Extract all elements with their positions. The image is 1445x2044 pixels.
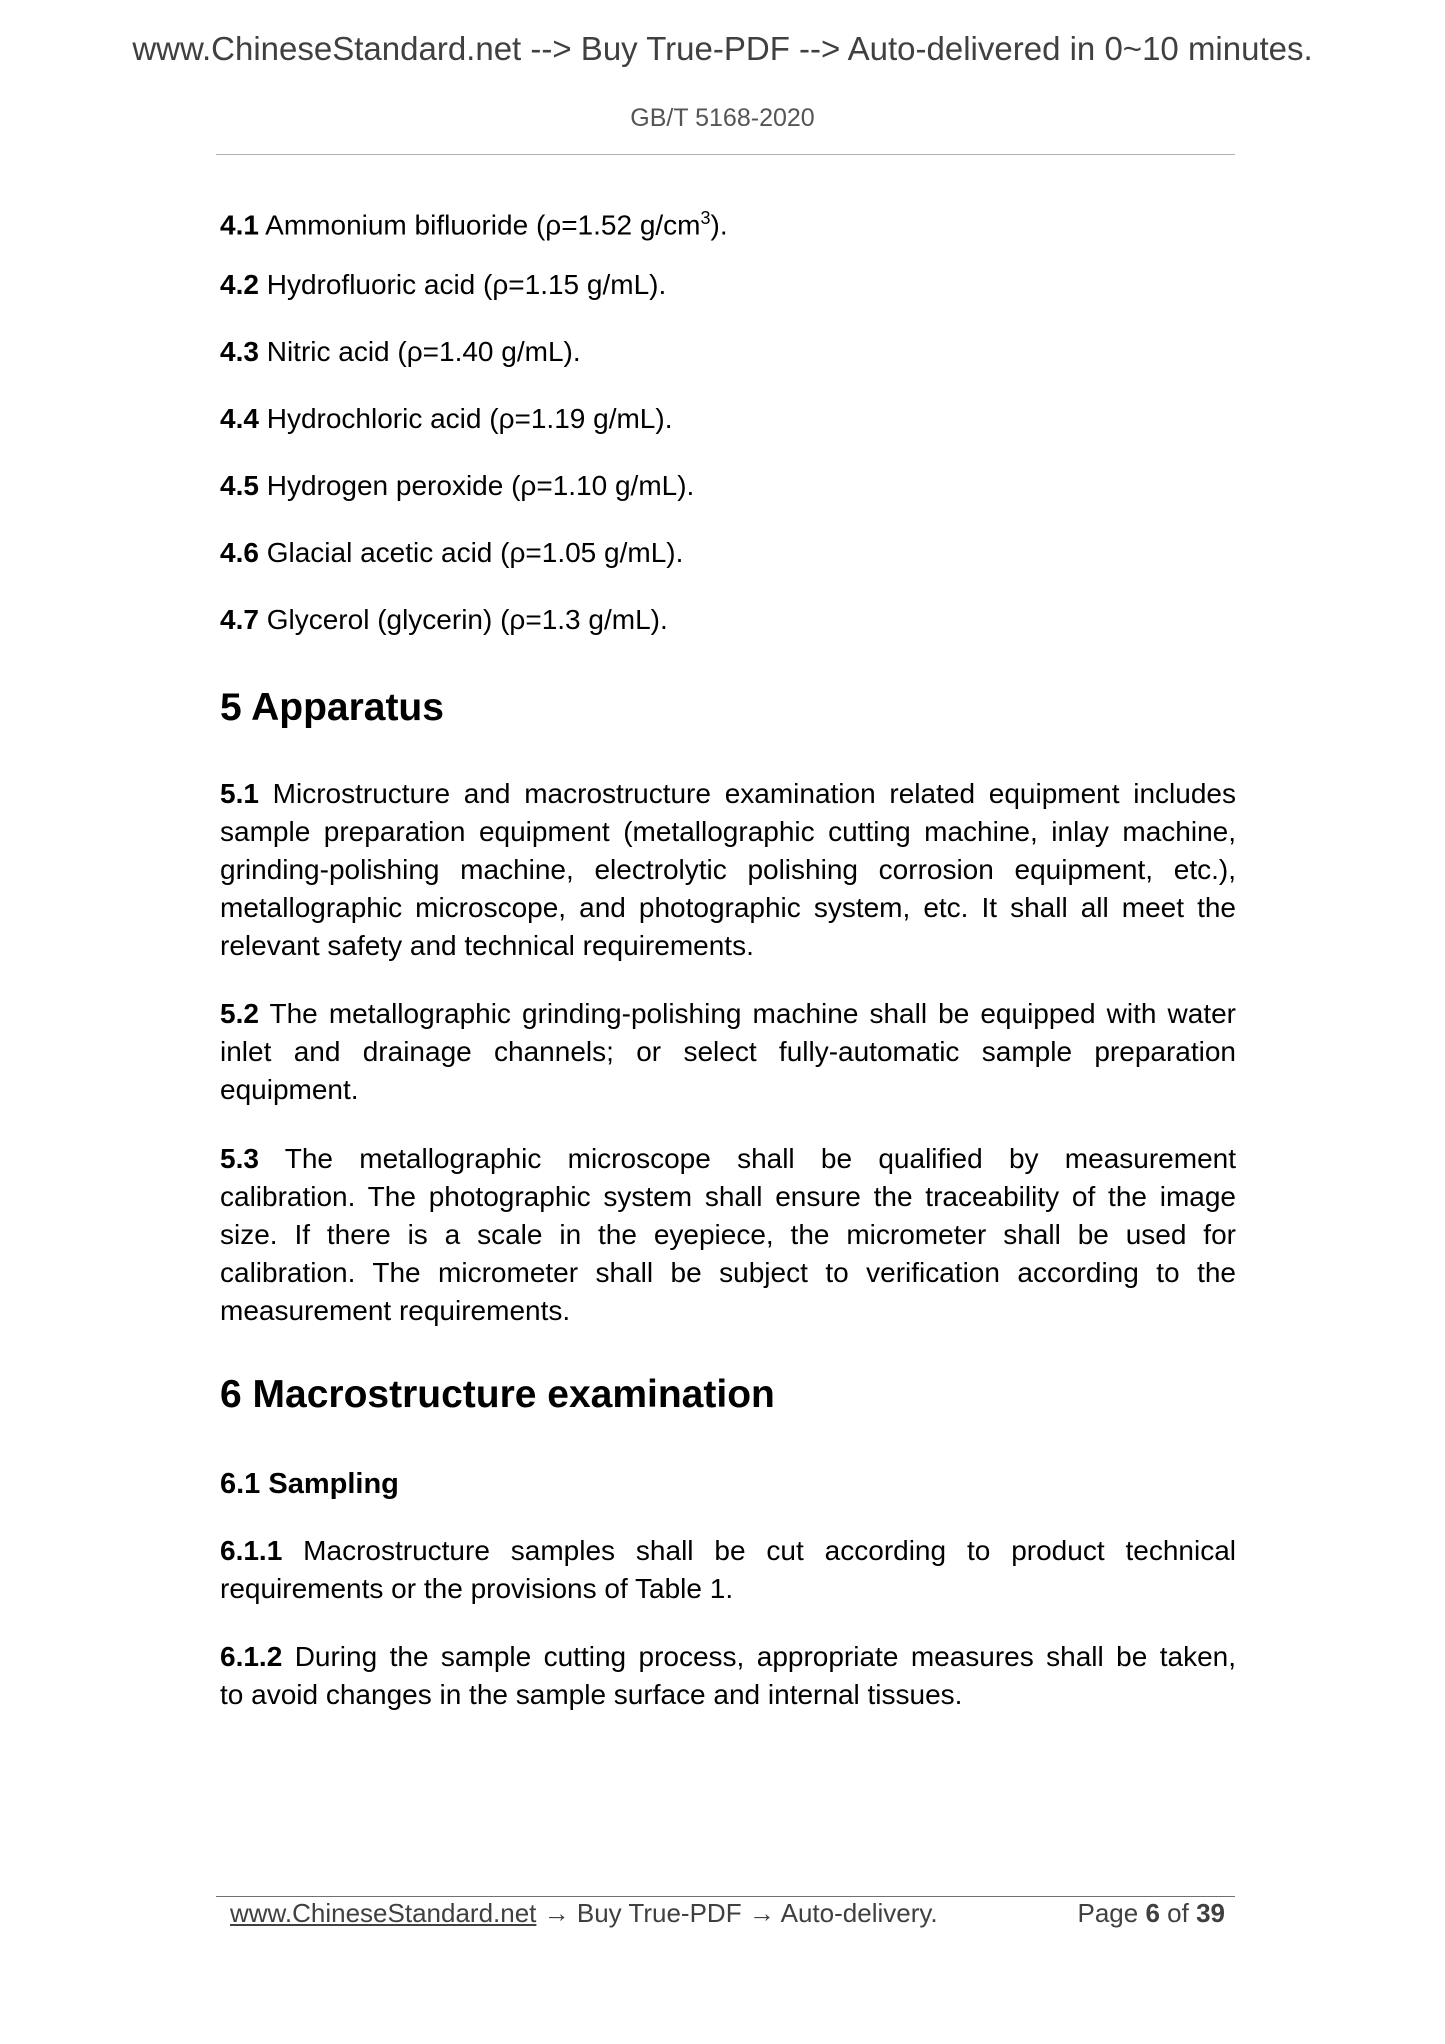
- text-line: [220, 1532, 1236, 1570]
- footer-link[interactable]: www.ChineseStandard.net: [230, 1898, 537, 1928]
- page-number: [1077, 1898, 1225, 1929]
- clause-number: 5.1: [220, 778, 259, 809]
- clause-5-2: [220, 995, 1236, 1109]
- footer-delivery-text: Auto-delivery.: [780, 1898, 938, 1928]
- reagent-text-tail: ).: [710, 209, 728, 241]
- clause-number: 6.1.2: [220, 1641, 283, 1672]
- footer-divider: [216, 1896, 1235, 1897]
- reagent-item-4-7: [220, 601, 668, 639]
- text-line: inlet and drainage channels; or select fully-automatic sample preparation: [220, 1036, 1236, 1067]
- top-banner: www.ChineseStandard.net --> Buy True-PDF --> Auto-delivered in 0~10 minutes.: [132, 30, 1313, 67]
- clause-number: 4.3: [220, 336, 259, 367]
- superscript: 3: [700, 208, 711, 228]
- clause-number: 6.1.1: [220, 1535, 283, 1566]
- reagent-item-4-3: [220, 333, 581, 371]
- reagent-text: Glacial acetic acid (ρ=1.05 g/mL).: [266, 537, 684, 568]
- clause-number: 4.7: [220, 604, 259, 635]
- of-label: of: [1167, 1898, 1189, 1928]
- text-line: calibration. The micrometer shall be subject to verification according to the: [220, 1257, 1236, 1288]
- clause-number: 4.4: [220, 403, 259, 434]
- reagent-text: Hydrogen peroxide (ρ=1.10 g/mL).: [266, 470, 695, 501]
- arrow-right-icon: →: [543, 1898, 570, 1928]
- clause-5-3: [220, 1140, 1236, 1330]
- text-line: [220, 1140, 1236, 1178]
- text-line: equipment.: [220, 1074, 359, 1105]
- reagent-text: Hydrochloric acid (ρ=1.19 g/mL).: [266, 403, 673, 434]
- clause-6-1-2: [220, 1638, 1236, 1714]
- clause-number: 5.3: [220, 1143, 259, 1174]
- text-span: The metallographic microscope shall be qualified by measurement: [258, 1143, 1236, 1174]
- text-line: grinding-polishing machine, electrolytic polishing corrosion equipment, etc.),: [220, 854, 1236, 885]
- standard-code: GB/T 5168-2020: [630, 104, 815, 132]
- reagent-item-4-5: [220, 467, 694, 505]
- text-line: [220, 1638, 1236, 1676]
- clause-5-1: [220, 775, 1236, 965]
- text-line: [220, 995, 1236, 1033]
- text-line: sample preparation equipment (metallographic cutting machine, inlay machine,: [220, 816, 1236, 847]
- clause-6-1-1: [220, 1532, 1236, 1608]
- clause-number: 4.5: [220, 470, 259, 501]
- clause-number: 4.2: [220, 269, 259, 300]
- clause-number: 5.2: [220, 998, 259, 1029]
- text-span: The metallographic grinding-polishing machine shall be equipped with water: [258, 998, 1236, 1029]
- clause-number: 4.6: [220, 537, 259, 568]
- footer: [230, 1898, 938, 1929]
- text-line: relevant safety and technical requirements.: [220, 930, 754, 961]
- text-line: requirements or the provisions of Table 1.: [220, 1573, 734, 1604]
- reagent-text: Nitric acid (ρ=1.40 g/mL).: [266, 336, 581, 367]
- reagent-item-4-4: [220, 400, 672, 438]
- text-span: Microstructure and macrostructure examination related equipment includes: [258, 778, 1236, 809]
- text-line: measurement requirements.: [220, 1295, 571, 1326]
- footer-buy-text: Buy True-PDF: [576, 1898, 742, 1928]
- text-line: to avoid changes in the sample surface and internal tissues.: [220, 1679, 963, 1710]
- current-page: 6: [1145, 1898, 1160, 1928]
- clause-number: 4.1: [220, 209, 259, 241]
- reagent-item-4-2: [220, 266, 666, 304]
- reagent-text: Ammonium bifluoride (ρ=1.52 g/cm: [265, 209, 701, 241]
- text-span: During the sample cutting process, appropriate measures shall be taken,: [282, 1641, 1236, 1672]
- total-pages: 39: [1196, 1898, 1225, 1928]
- text-line: [220, 775, 1236, 813]
- arrow-right-icon: →: [748, 1898, 775, 1928]
- reagent-item-4-6: [220, 534, 683, 572]
- header-divider: [216, 154, 1235, 155]
- reagent-text: Glycerol (glycerin) (ρ=1.3 g/mL).: [266, 604, 668, 635]
- text-line: calibration. The photographic system shall ensure the traceability of the image: [220, 1181, 1236, 1212]
- subsection-6-1-heading: 6.1 Sampling: [220, 1468, 399, 1500]
- reagent-text: Hydrofluoric acid (ρ=1.15 g/mL).: [266, 269, 667, 300]
- section-6-heading: 6 Macrostructure examination: [220, 1373, 775, 1416]
- text-line: metallographic microscope, and photographic system, etc. It shall all meet the: [220, 892, 1236, 923]
- section-5-heading: 5 Apparatus: [220, 686, 444, 729]
- reagent-item-4-1: [220, 199, 728, 244]
- page-label: Page: [1077, 1898, 1139, 1928]
- text-span: Macrostructure samples shall be cut according to product technical: [282, 1535, 1236, 1566]
- text-line: size. If there is a scale in the eyepiece, the micrometer shall be used for: [220, 1219, 1236, 1250]
